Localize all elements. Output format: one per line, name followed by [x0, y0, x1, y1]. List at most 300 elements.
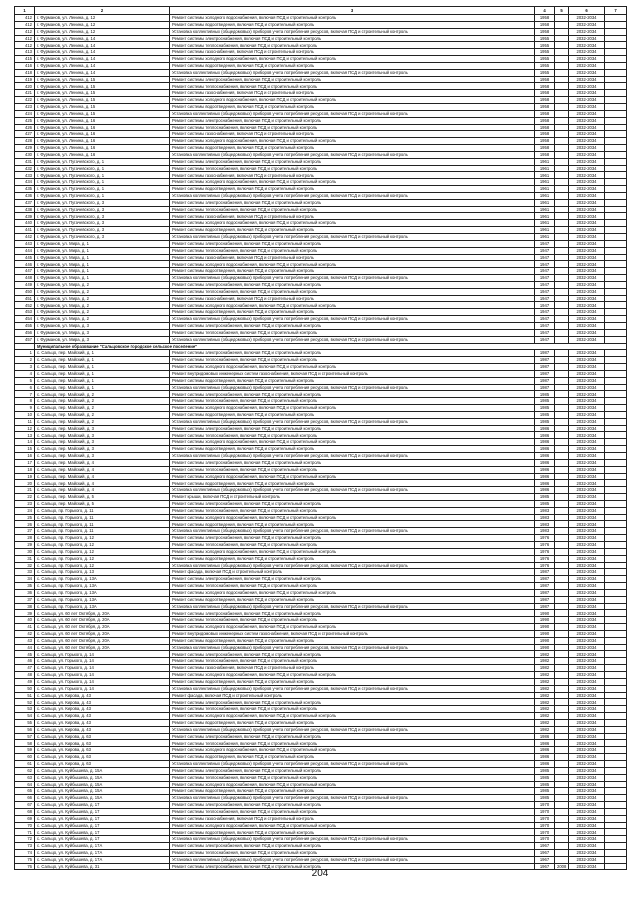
address-cell: с. Сальцо, пер. Майский, д. 2: [35, 391, 170, 398]
address-cell: г. Фурманов, ул. Пугачевского, д. 3: [35, 227, 170, 234]
period-cell: 2032-2034: [569, 425, 605, 432]
column-header: 1: [15, 7, 35, 15]
year-cell: 1985: [535, 774, 555, 781]
period-cell: 2032-2034: [569, 336, 605, 343]
period-cell: 2032-2034: [569, 234, 605, 241]
col7-cell: [605, 295, 627, 302]
work-type-cell: Ремонт системы холодного водоснабжения, включая ПСД и строительный контроль: [170, 220, 535, 227]
work-type-cell: Ремонт системы теплоснабжения, включая ПСД и строительный контроль: [170, 658, 535, 665]
table-row: [15, 583, 627, 590]
row-number-cell: 18: [15, 466, 35, 473]
work-type-cell: Ремонт системы газоснабжения, включая ПСД и строительный контроль: [170, 90, 535, 97]
address-cell: г. Фурманов, ул. Мира, д. 2: [35, 281, 170, 288]
address-cell: с. Сальцо, пр. Горького, д. 12: [35, 548, 170, 555]
table-row: [15, 124, 627, 131]
col7-cell: [605, 446, 627, 453]
col7-cell: [605, 767, 627, 774]
col5-cell: [555, 391, 569, 398]
work-type-cell: Ремонт системы теплоснабжения, включая ПСД и строительный контроль: [170, 247, 535, 254]
work-type-cell: Ремонт системы водоотведения, включая ПСД и строительный контроль: [170, 377, 535, 384]
column-header: 3: [170, 7, 535, 15]
address-cell: г. Фурманов, ул. Мира, д. 2: [35, 288, 170, 295]
row-number-cell: 11: [15, 418, 35, 425]
col5-cell: [555, 117, 569, 124]
col5-cell: [555, 322, 569, 329]
col7-cell: [605, 603, 627, 610]
table-row: [15, 726, 627, 733]
period-cell: 2032-2034: [569, 131, 605, 138]
col7-cell: [605, 569, 627, 576]
period-cell: 2032-2034: [569, 802, 605, 809]
address-cell: г. Фурманов, ул. Мира, д. 2: [35, 295, 170, 302]
year-cell: 1987: [535, 357, 555, 364]
col5-cell: [555, 719, 569, 726]
period-cell: 2032-2034: [569, 322, 605, 329]
period-cell: 2032-2034: [569, 76, 605, 83]
work-type-cell: Ремонт системы электроснабжения, включая ПСД и строительный контроль: [170, 651, 535, 658]
row-number-cell: 3: [15, 364, 35, 371]
year-cell: 1961: [535, 158, 555, 165]
col5-cell: [555, 357, 569, 364]
row-number-cell: 65: [15, 788, 35, 795]
year-cell: 1987: [535, 377, 555, 384]
work-type-cell: Ремонт системы теплоснабжения, включая ПСД и строительный контроль: [170, 849, 535, 856]
col5-cell: [555, 199, 569, 206]
col7-cell: [605, 487, 627, 494]
year-cell: 1955: [535, 35, 555, 42]
table-row: [15, 685, 627, 692]
column-header: 5: [555, 7, 569, 15]
table-row: [15, 268, 627, 275]
work-type-cell: Ремонт системы холодного водоснабжения, включая ПСД и строительный контроль: [170, 747, 535, 754]
period-cell: 2032-2034: [569, 692, 605, 699]
col5-cell: [555, 234, 569, 241]
year-cell: 1987: [535, 576, 555, 583]
table-row: [15, 439, 627, 446]
row-number-cell: 440: [15, 220, 35, 227]
row-number-cell: 5: [15, 377, 35, 384]
col7-cell: [605, 706, 627, 713]
work-type-cell: Ремонт системы холодного водоснабжения, включая ПСД и строительный контроль: [170, 138, 535, 145]
table-body: [15, 15, 627, 870]
row-number-cell: 61: [15, 760, 35, 767]
address-cell: с. Сальцо, ул. 60 лет Октября, д. 20А: [35, 637, 170, 644]
row-number-cell: 62: [15, 767, 35, 774]
table-row: [15, 83, 627, 90]
work-type-cell: Ремонт системы газоснабжения, включая ПСД и строительный контроль: [170, 131, 535, 138]
row-number-cell: 412: [15, 42, 35, 49]
row-number-cell: 13: [15, 432, 35, 439]
row-number-cell: 64: [15, 781, 35, 788]
address-cell: г. Фурманов, ул. Ленина, д. 15: [35, 110, 170, 117]
table-row: [15, 49, 627, 56]
work-type-cell: Ремонт системы водоотведения, включая ПСД и строительный контроль: [170, 754, 535, 761]
work-type-cell: Ремонт системы электроснабжения, включая ПСД и строительный контроль: [170, 767, 535, 774]
work-type-cell: Ремонт системы водоотведения, включая ПСД и строительный контроль: [170, 678, 535, 685]
row-number-cell: 444: [15, 247, 35, 254]
period-cell: 2032-2034: [569, 856, 605, 863]
address-cell: с. Сальцо, пер. Майский, д. 5: [35, 494, 170, 501]
work-type-cell: Ремонт системы теплоснабжения, включая ПСД и строительный контроль: [170, 466, 535, 473]
period-cell: 2032-2034: [569, 62, 605, 69]
period-cell: 2032-2034: [569, 138, 605, 145]
work-type-cell: Ремонт системы теплоснабжения, включая ПСД и строительный контроль: [170, 432, 535, 439]
period-cell: 2032-2034: [569, 829, 605, 836]
period-cell: 2032-2034: [569, 172, 605, 179]
table-row: [15, 487, 627, 494]
col7-cell: [605, 398, 627, 405]
work-type-cell: Ремонт системы холодного водоснабжения, включая ПСД и строительный контроль: [170, 822, 535, 829]
table-row: [15, 377, 627, 384]
col5-cell: [555, 62, 569, 69]
row-number-cell: 439: [15, 213, 35, 220]
address-cell: с. Сальцо, пер. Майский, д. 4: [35, 459, 170, 466]
col5-cell: [555, 42, 569, 49]
col7-cell: [605, 678, 627, 685]
col7-cell: [605, 788, 627, 795]
row-number-cell: 422: [15, 97, 35, 104]
address-cell: с. Сальцо, пр. Горького, д. 12: [35, 562, 170, 569]
work-type-cell: Ремонт системы водоотведения, включая ПСД и строительный контроль: [170, 268, 535, 275]
table-row: [15, 357, 627, 364]
year-cell: 1976: [535, 541, 555, 548]
period-cell: 2032-2034: [569, 494, 605, 501]
address-cell: г. Фурманов, ул. Мира, д. 1: [35, 240, 170, 247]
row-number-cell: 412: [15, 28, 35, 35]
row-number-cell: 416: [15, 62, 35, 69]
row-number-cell: 420: [15, 83, 35, 90]
table-row: [15, 473, 627, 480]
col7-cell: [605, 110, 627, 117]
period-cell: 2032-2034: [569, 672, 605, 679]
period-cell: 2032-2034: [569, 350, 605, 357]
table-row: [15, 740, 627, 747]
address-cell: с. Сальцо, ул. Куйбышева, д. 17: [35, 815, 170, 822]
col7-cell: [605, 548, 627, 555]
col7-cell: [605, 275, 627, 282]
row-number-cell: 16: [15, 453, 35, 460]
year-cell: 1990: [535, 637, 555, 644]
work-type-cell: Ремонт системы холодного водоснабжения, включая ПСД и строительный контроль: [170, 97, 535, 104]
work-type-cell: Ремонт системы теплоснабжения, включая ПСД и строительный контроль: [170, 329, 535, 336]
col5-cell: [555, 562, 569, 569]
row-number-cell: 418: [15, 69, 35, 76]
address-cell: с. Сальцо, пер. Майский, д. 5: [35, 500, 170, 507]
table-row: [15, 500, 627, 507]
work-type-cell: Ремонт системы электроснабжения, включая ПСД и строительный контроль: [170, 322, 535, 329]
period-cell: 2032-2034: [569, 117, 605, 124]
col7-cell: [605, 247, 627, 254]
year-cell: 1947: [535, 288, 555, 295]
col5-cell: [555, 124, 569, 131]
row-number-cell: 72: [15, 836, 35, 843]
work-type-cell: Ремонт системы теплоснабжения, включая ПСД и строительный контроль: [170, 617, 535, 624]
work-type-cell: Установка коллективных (общедомовых) приборов учета потребления ресурсов, включая ПСД и строительный контроль: [170, 336, 535, 343]
address-cell: г. Фурманов, ул. Ленина, д. 15: [35, 83, 170, 90]
year-cell: 1982: [535, 678, 555, 685]
col5-cell: 2008: [555, 863, 569, 870]
year-cell: 1961: [535, 172, 555, 179]
year-cell: 1958: [535, 97, 555, 104]
row-number-cell: 12: [15, 425, 35, 432]
period-cell: 2032-2034: [569, 158, 605, 165]
col5-cell: [555, 247, 569, 254]
col7-cell: [605, 713, 627, 720]
col7-cell: [605, 377, 627, 384]
col5-cell: [555, 843, 569, 850]
row-number-cell: 423: [15, 103, 35, 110]
col5-cell: [555, 384, 569, 391]
table-row: [15, 117, 627, 124]
col7-cell: [605, 781, 627, 788]
address-cell: с. Сальцо, пер. Майский, д. 2: [35, 398, 170, 405]
work-type-cell: Установка коллективных (общедомовых) приборов учета потребления ресурсов, включая ПСД и строительный контроль: [170, 726, 535, 733]
col5-cell: [555, 145, 569, 152]
col5-cell: [555, 90, 569, 97]
work-type-cell: Ремонт системы водоотведения, включая ПСД и строительный контроль: [170, 411, 535, 418]
col5-cell: [555, 480, 569, 487]
year-cell: 1961: [535, 165, 555, 172]
col5-cell: [555, 309, 569, 316]
col7-cell: [605, 405, 627, 412]
table-row: [15, 836, 627, 843]
table-row: [15, 603, 627, 610]
work-type-cell: Установка коллективных (общедомовых) приборов учета потребления ресурсов, включая ПСД и строительный контроль: [170, 453, 535, 460]
column-header: 7: [605, 7, 627, 15]
table-row: [15, 651, 627, 658]
address-cell: с. Сальцо, ул. Кирова, д. 43: [35, 699, 170, 706]
work-type-cell: Ремонт системы электроснабжения, включая ПСД и строительный контроль: [170, 576, 535, 583]
period-cell: 2032-2034: [569, 186, 605, 193]
col5-cell: [555, 548, 569, 555]
period-cell: 2032-2034: [569, 145, 605, 152]
work-type-cell: Ремонт системы газоснабжения, включая ПСД и строительный контроль: [170, 254, 535, 261]
col7-cell: [605, 535, 627, 542]
table-row: [15, 781, 627, 788]
year-cell: 1987: [535, 384, 555, 391]
period-cell: 2032-2034: [569, 165, 605, 172]
col5-cell: [555, 370, 569, 377]
work-type-cell: Установка коллективных (общедомовых) приборов учета потребления ресурсов, включая ПСД и строительный контроль: [170, 795, 535, 802]
address-cell: с. Сальцо, пер. Майский, д. 4: [35, 466, 170, 473]
section-title: Муниципальное образование "Сальцовское городское сельское поселение": [35, 343, 627, 350]
col7-cell: [605, 521, 627, 528]
table-row: [15, 658, 627, 665]
col7-cell: [605, 220, 627, 227]
table-row: [15, 665, 627, 672]
col7-cell: [605, 151, 627, 158]
period-cell: 2032-2034: [569, 254, 605, 261]
work-type-cell: Ремонт системы теплоснабжения, включая ПСД и строительный контроль: [170, 398, 535, 405]
col7-cell: [605, 165, 627, 172]
year-cell: 1986: [535, 747, 555, 754]
year-cell: 1976: [535, 555, 555, 562]
period-cell: 2032-2034: [569, 541, 605, 548]
col5-cell: [555, 713, 569, 720]
table-row: [15, 138, 627, 145]
row-number-cell: 436: [15, 192, 35, 199]
col7-cell: [605, 62, 627, 69]
period-cell: 2032-2034: [569, 678, 605, 685]
row-number-cell: 48: [15, 672, 35, 679]
col5-cell: [555, 158, 569, 165]
address-cell: с. Сальцо, ул. Куйбышева, д. 31: [35, 863, 170, 870]
section-spacer: [15, 343, 35, 350]
row-number-cell: 437: [15, 199, 35, 206]
row-number-cell: 36: [15, 589, 35, 596]
period-cell: 2032-2034: [569, 329, 605, 336]
table-row: [15, 172, 627, 179]
col7-cell: [605, 699, 627, 706]
period-cell: 2032-2034: [569, 69, 605, 76]
table-row: [15, 692, 627, 699]
year-cell: 1961: [535, 213, 555, 220]
work-type-cell: Ремонт системы газоснабжения, включая ПСД и строительный контроль: [170, 213, 535, 220]
table-row: [15, 795, 627, 802]
address-cell: г. Фурманов, ул. Пугачевского, д. 3: [35, 206, 170, 213]
work-type-cell: Установка коллективных (общедомовых) приборов учета потребления ресурсов, включая ПСД и строительный контроль: [170, 685, 535, 692]
work-type-cell: Ремонт системы холодного водоснабжения, включая ПСД и строительный контроль: [170, 781, 535, 788]
year-cell: 1947: [535, 254, 555, 261]
work-type-cell: Ремонт системы электроснабжения, включая ПСД и строительный контроль: [170, 843, 535, 850]
address-cell: с. Сальцо, ул. Куйбышева, д. 17: [35, 836, 170, 843]
work-type-cell: Установка коллективных (общедомовых) приборов учета потребления ресурсов, включая ПСД и строительный контроль: [170, 418, 535, 425]
address-cell: г. Фурманов, ул. Мира, д. 3: [35, 329, 170, 336]
period-cell: 2032-2034: [569, 781, 605, 788]
table-row: [15, 494, 627, 501]
address-cell: с. Сальцо, ул. Куйбышева, д. 15А: [35, 788, 170, 795]
table-row: [15, 446, 627, 453]
col7-cell: [605, 692, 627, 699]
col7-cell: [605, 856, 627, 863]
col7-cell: [605, 541, 627, 548]
address-cell: с. Сальцо, ул. Кирова, д. 63: [35, 747, 170, 754]
col5-cell: [555, 507, 569, 514]
col5-cell: [555, 15, 569, 22]
period-cell: 2032-2034: [569, 822, 605, 829]
period-cell: 2032-2034: [569, 466, 605, 473]
work-type-cell: Ремонт системы электроснабжения, включая ПСД и строительный контроль: [170, 35, 535, 42]
col7-cell: [605, 459, 627, 466]
col7-cell: [605, 281, 627, 288]
address-cell: с. Сальцо, пер. Майский, д. 3: [35, 453, 170, 460]
work-type-cell: Ремонт системы холодного водоснабжения, включая ПСД и строительный контроль: [170, 624, 535, 631]
work-type-cell: Установка коллективных (общедомовых) приборов учета потребления ресурсов, включая ПСД и строительный контроль: [170, 760, 535, 767]
address-cell: г. Фурманов, ул. Пугачевского, д. 1: [35, 192, 170, 199]
table-row: [15, 754, 627, 761]
period-cell: 2032-2034: [569, 767, 605, 774]
col7-cell: [605, 103, 627, 110]
table-row: [15, 624, 627, 631]
year-cell: 1987: [535, 603, 555, 610]
col5-cell: [555, 288, 569, 295]
table-row: [15, 309, 627, 316]
period-cell: 2032-2034: [569, 665, 605, 672]
period-cell: 2032-2034: [569, 507, 605, 514]
row-number-cell: 26: [15, 521, 35, 528]
period-cell: 2032-2034: [569, 453, 605, 460]
table-row: [15, 158, 627, 165]
col5-cell: [555, 829, 569, 836]
col7-cell: [605, 802, 627, 809]
address-cell: с. Сальцо, пр. Горького, д. 13А: [35, 583, 170, 590]
work-type-cell: Ремонт системы теплоснабжения, включая ПСД и строительный контроль: [170, 774, 535, 781]
col7-cell: [605, 576, 627, 583]
address-cell: г. Фурманов, ул. Пугачевского, д. 3: [35, 234, 170, 241]
address-cell: г. Фурманов, ул. Мира, д. 2: [35, 302, 170, 309]
period-cell: 2032-2034: [569, 28, 605, 35]
work-type-cell: Установка коллективных (общедомовых) приборов учета потребления ресурсов, включая ПСД и строительный контроль: [170, 644, 535, 651]
col5-cell: [555, 849, 569, 856]
col5-cell: [555, 815, 569, 822]
col5-cell: [555, 49, 569, 56]
col5-cell: [555, 596, 569, 603]
col7-cell: [605, 192, 627, 199]
table-row: [15, 56, 627, 63]
period-cell: 2032-2034: [569, 179, 605, 186]
address-cell: г. Фурманов, ул. Пугачевского, д. 1: [35, 172, 170, 179]
work-type-cell: Ремонт системы газоснабжения, включая ПСД и строительный контроль: [170, 815, 535, 822]
row-number-cell: 7: [15, 391, 35, 398]
col7-cell: [605, 206, 627, 213]
year-cell: 1958: [535, 151, 555, 158]
address-cell: г. Фурманов, ул. Мира, д. 1: [35, 275, 170, 282]
table-row: [15, 281, 627, 288]
period-cell: 2032-2034: [569, 281, 605, 288]
work-type-cell: Ремонт системы теплоснабжения, включая ПСД и строительный контроль: [170, 165, 535, 172]
col5-cell: [555, 589, 569, 596]
address-cell: с. Сальцо, ул. Кирова, д. 43: [35, 692, 170, 699]
address-cell: г. Фурманов, ул. Ленина, д. 15: [35, 76, 170, 83]
address-cell: г. Фурманов, ул. Мира, д. 1: [35, 254, 170, 261]
period-cell: 2032-2034: [569, 377, 605, 384]
year-cell: 1958: [535, 21, 555, 28]
year-cell: 1947: [535, 275, 555, 282]
work-type-cell: Ремонт системы водоотведения, включая ПСД и строительный контроль: [170, 227, 535, 234]
row-number-cell: 35: [15, 583, 35, 590]
table-row: [15, 843, 627, 850]
period-cell: 2032-2034: [569, 49, 605, 56]
col5-cell: [555, 377, 569, 384]
year-cell: 1990: [535, 624, 555, 631]
table-row: [15, 234, 627, 241]
table-row: [15, 90, 627, 97]
col5-cell: [555, 76, 569, 83]
table-row: [15, 521, 627, 528]
address-cell: с. Сальцо, ул. 60 лет Октября, д. 20А: [35, 644, 170, 651]
row-number-cell: 43: [15, 637, 35, 644]
col7-cell: [605, 90, 627, 97]
col5-cell: [555, 336, 569, 343]
period-cell: 2032-2034: [569, 42, 605, 49]
year-cell: 1976: [535, 562, 555, 569]
year-cell: 1985: [535, 795, 555, 802]
year-cell: 1985: [535, 788, 555, 795]
row-number-cell: 46: [15, 658, 35, 665]
col5-cell: [555, 808, 569, 815]
row-number-cell: 421: [15, 90, 35, 97]
period-cell: 2032-2034: [569, 268, 605, 275]
year-cell: 1985: [535, 405, 555, 412]
address-cell: с. Сальцо, пр. Горького, д. 11: [35, 521, 170, 528]
col5-cell: [555, 165, 569, 172]
col7-cell: [605, 172, 627, 179]
work-type-cell: Ремонт внутридомовых инженерных систем газоснабжения, включая ПСД и строительный контроль: [170, 370, 535, 377]
address-cell: с. Сальцо, пер. Майский, д. 4: [35, 480, 170, 487]
period-cell: 2032-2034: [569, 754, 605, 761]
year-cell: 1982: [535, 651, 555, 658]
col7-cell: [605, 234, 627, 241]
